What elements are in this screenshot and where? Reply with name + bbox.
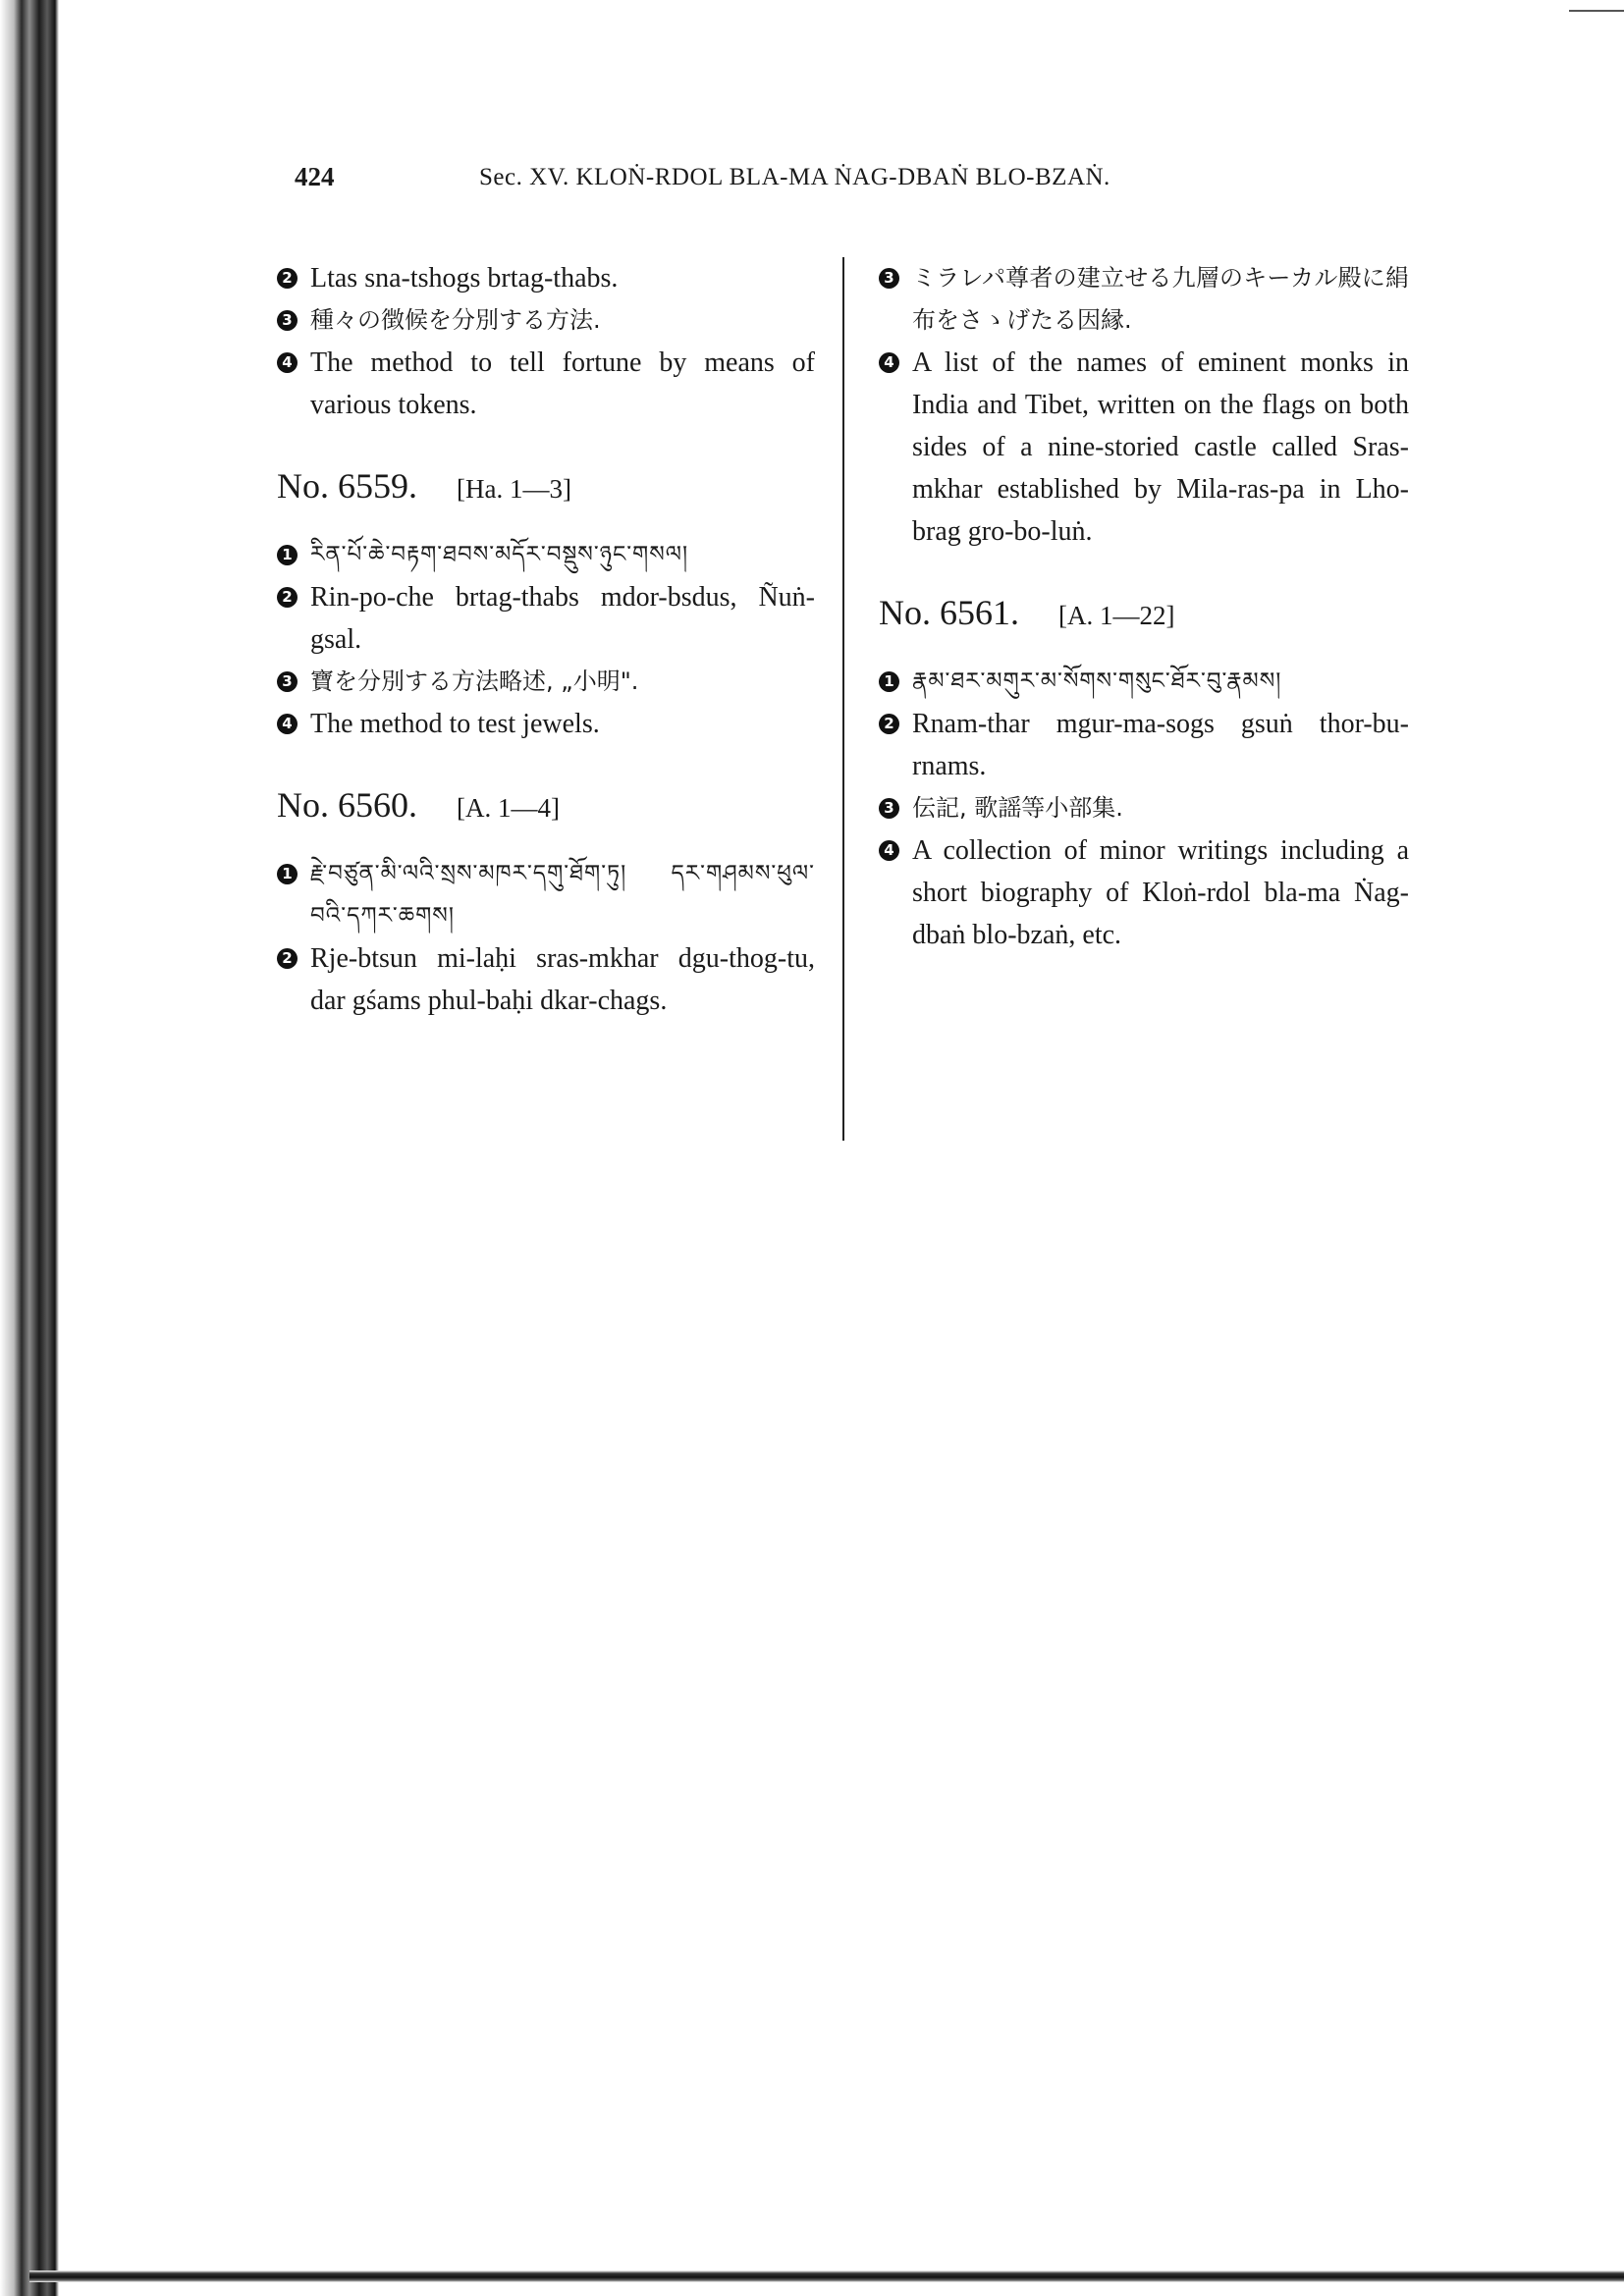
entry-heading xyxy=(277,465,815,507)
entry-reference: [A. 1—22] xyxy=(1058,601,1175,630)
catalog-line xyxy=(879,787,1409,829)
circled-number-marker: 3 xyxy=(277,310,298,331)
japanese-title: 寶を分別する方法略述, „小明". xyxy=(310,667,639,695)
circled-number-marker: 4 xyxy=(277,352,298,373)
circled-number-marker: 1 xyxy=(879,671,899,692)
catalog-line xyxy=(277,853,815,937)
catalog-line xyxy=(277,257,815,299)
catalog-line xyxy=(879,342,1409,553)
transliteration: Ltas sna-tshogs brtag-thabs. xyxy=(310,263,619,294)
english-translation: A collection of minor writings including a short biography of Kloṅ-rdol bla-ma Ṅag-dbaṅ blo-bzaṅ, etc. xyxy=(912,835,1409,950)
circled-number-marker: 4 xyxy=(879,352,899,373)
transliteration: Rnam-thar mgur-ma-sogs gsuṅ thor-bu-rnams. xyxy=(912,709,1409,781)
japanese-title: ミラレパ尊者の建立せる九層のキーカル殿に絹布をさゝげたる因縁. xyxy=(912,264,1409,334)
tibetan-title: རིན་པོ་ཆེ་བརྟག་ཐབས་མདོར་བསྡུས་ཉུང་གསལ། xyxy=(310,542,689,567)
entry-number: No. 6560. xyxy=(277,785,417,825)
circled-number-marker: 1 xyxy=(277,545,298,565)
english-translation: The method to test jewels. xyxy=(310,709,600,739)
circled-number-marker: 2 xyxy=(879,714,899,734)
catalog-line xyxy=(879,829,1409,956)
transliteration: Rje-btsun mi-laḥi sras-mkhar dgu-thog-tu, dar gśams phul-baḥi dkar-chags. xyxy=(310,943,815,1016)
tibetan-title: རྣམ་ཐར་མགུར་མ་སོགས་གསུང་ཐོར་བུ་རྣམས། xyxy=(912,668,1282,694)
left-column xyxy=(277,257,815,1022)
circled-number-marker: 1 xyxy=(277,864,298,884)
circled-number-marker: 3 xyxy=(879,798,899,819)
english-translation: The method to tell fortune by means of various tokens. xyxy=(310,347,815,420)
entry-heading xyxy=(277,784,815,826)
circled-number-marker: 2 xyxy=(277,587,298,608)
circled-number-marker: 3 xyxy=(879,268,899,289)
catalog-line xyxy=(879,257,1409,342)
page-header xyxy=(295,162,1276,201)
tibetan-title: རྗེ་བཙུན་མི་ལའི་སྲས་མཁར་དགུ་ཐོག་ཏུ། དར་གཤམས་ཕུལ་བའི་དཀར་ཆགས། xyxy=(310,861,815,929)
catalog-line xyxy=(277,703,815,745)
circled-number-marker: 2 xyxy=(277,268,298,289)
column-divider xyxy=(842,257,844,1141)
catalog-line xyxy=(277,299,815,342)
japanese-title: 伝記, 歌謡等小部集. xyxy=(912,794,1123,822)
entry-reference: [Ha. 1—3] xyxy=(457,474,571,504)
catalog-line xyxy=(277,937,815,1022)
japanese-title: 種々の徴候を分別する方法. xyxy=(310,306,601,334)
entry-number: No. 6561. xyxy=(879,593,1019,632)
circled-number-marker: 2 xyxy=(277,948,298,969)
circled-number-marker: 4 xyxy=(879,840,899,861)
transliteration: Rin-po-che brtag-thabs mdor-bsdus, Ñuṅ-gsal. xyxy=(310,582,815,655)
right-column xyxy=(879,257,1409,956)
catalog-line xyxy=(277,342,815,426)
catalog-line xyxy=(277,661,815,703)
catalog-line xyxy=(277,534,815,576)
page-bottom-edge xyxy=(29,2270,1624,2282)
catalog-line xyxy=(879,703,1409,787)
entry-reference: [A. 1—4] xyxy=(457,793,560,823)
page-number: 424 xyxy=(295,162,335,191)
running-title: Sec. XV. KLOṄ-RDOL BLA-MA ṄAG-DBAṄ BLO-BZAṄ. xyxy=(479,164,1110,190)
circled-number-marker: 3 xyxy=(277,671,298,692)
catalog-line xyxy=(277,576,815,661)
entry-number: No. 6559. xyxy=(277,466,417,506)
catalog-line xyxy=(879,661,1409,703)
entry-heading xyxy=(879,592,1409,633)
english-translation: A list of the names of eminent monks in India and Tibet, written on the flags on both sides of a nine-storied castle called Sras-mkhar established by Mila-ras-pa in Lho-brag gro-bo-luṅ. xyxy=(912,347,1409,547)
circled-number-marker: 4 xyxy=(277,714,298,734)
top-rule xyxy=(1569,10,1624,12)
book-binding-edge xyxy=(0,0,59,2296)
